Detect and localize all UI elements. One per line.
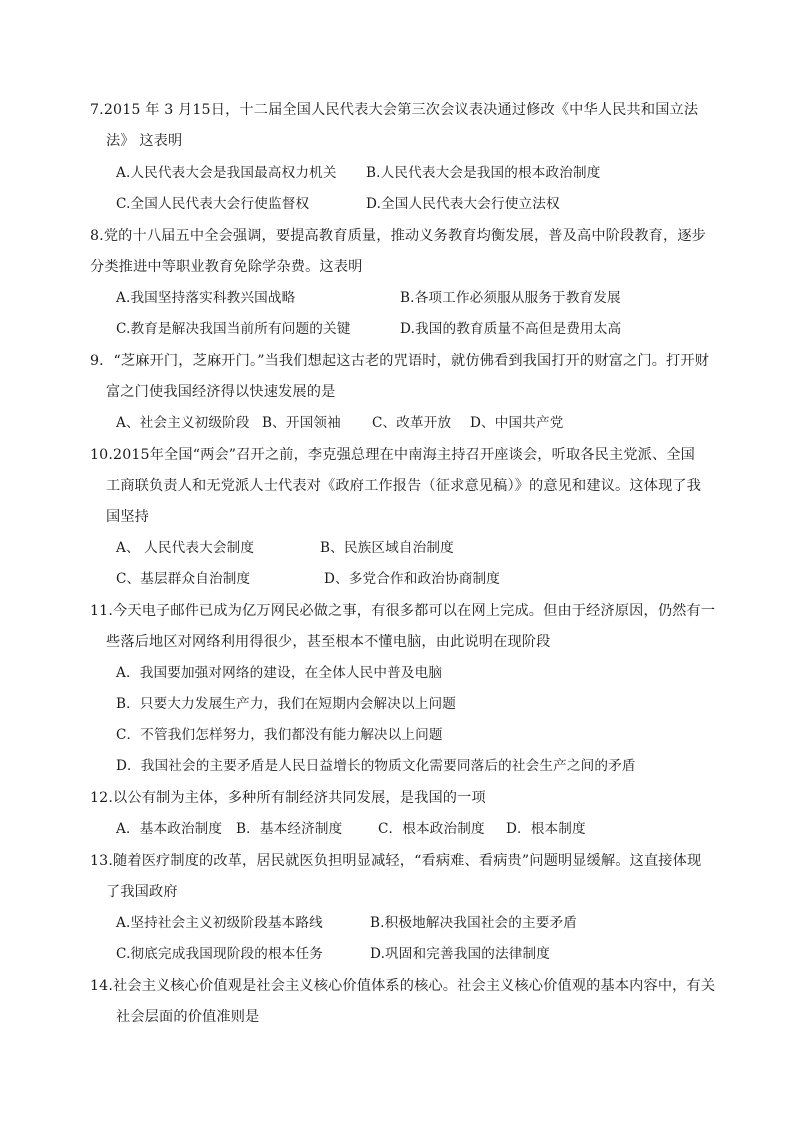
question-10-stem-line-1: 10.2015年全国“两会”召开之前，李克强总理在中南海主持召开座谈会，听取各民主党派、全国 — [90, 447, 696, 463]
question-12-option-a: A．基本政治制度 — [116, 821, 223, 837]
question-9-option-b: B、开国领袖 — [262, 415, 341, 431]
question-8-option-c: C.教育是解决我国当前所有问题的关键 — [116, 321, 351, 337]
question-8-option-b: B.各项工作必须服从服务于教育发展 — [400, 290, 621, 306]
question-11-stem-line-2: 些落后地区对网络利用得很少，甚至根本不懂电脑，由此说明在现阶段 — [106, 634, 551, 650]
question-10-option-a: A、 人民代表大会制度 — [116, 540, 255, 556]
question-13-option-a: A.坚持社会主义初级阶段基本路线 — [116, 915, 323, 931]
question-12-stem-line-1: 12.以公有制为主体，多种所有制经济共同发展，是我国的一项 — [90, 790, 486, 806]
question-10-stem-line-2: 工商联负责人和无党派人士代表对《政府工作报告（征求意见稿）》的意见和建议。这体现了我 — [106, 478, 702, 494]
question-11-option-b: B．只要大力发展生产力，我们在短期内会解决以上问题 — [116, 696, 456, 712]
question-8-stem-line-1: 8.党的十八届五中全会强调，要提高教育质量，推动义务教育均衡发展，普及高中阶段教育，逐步 — [90, 228, 707, 244]
question-11-option-c: C．不管我们怎样努力，我们都没有能力解决以上问题 — [116, 727, 443, 743]
question-10-option-c: C、基层群众自治制度 — [116, 571, 251, 587]
question-12-option-c: C．根本政治制度 — [378, 821, 485, 837]
question-13-option-c: C.彻底完成我国现阶段的根本任务 — [116, 946, 323, 962]
question-8-option-d: D.我国的教育质量不高但是费用太高 — [400, 321, 622, 337]
question-13-option-d: D.巩固和完善我国的法律制度 — [370, 946, 550, 962]
question-12-option-d: D．根本制度 — [506, 821, 586, 837]
question-13-stem-line-1: 13.随着医疗制度的改革，居民就医负担明显减轻，“看病难、看病贵”问题明显缓解。这直接体现 — [90, 853, 702, 869]
question-9-option-d: D、中国共产党 — [470, 415, 564, 431]
question-7-stem-line-1: 7.2015 年 3 月15日，十二届全国人民代表大会第三次会议表决通过修改《中华人民共和国立法 — [90, 102, 699, 118]
question-10-option-b: B、民族区域自治制度 — [320, 540, 454, 556]
question-13-stem-line-2: 了我国政府 — [106, 884, 178, 900]
question-14-stem-line-1: 14.社会主义核心价值观是社会主义核心价值体系的核心。社会主义核心价值观的基本内容中，有关 — [90, 978, 716, 994]
question-13-option-b: B.积极地解决我国社会的主要矛盾 — [370, 915, 578, 931]
question-12-option-b: B．基本经济制度 — [236, 821, 343, 837]
question-8-option-a: A.我国坚持落实科教兴国战略 — [116, 290, 296, 306]
question-11-option-a: A．我国要加强对网络的建设，在全体人民中普及电脑 — [116, 665, 443, 681]
question-9-option-c: C、改革开放 — [372, 415, 452, 431]
question-7-option-c: C.全国人民代表大会行使监督权 — [116, 196, 310, 212]
question-9-stem-line-1: 9．“芝麻开门，芝麻开门。”当我们想起这古老的咒语时，就仿佛看到我国打开的财富之门。打开财 — [90, 353, 710, 369]
question-14-stem-line-2: 社会层面的价值准则是 — [116, 1009, 260, 1025]
question-7-option-a: A.人民代表大会是我国最高权力机关 — [116, 165, 337, 181]
question-8-stem-line-2: 分类推进中等职业教育免除学杂费。这表明 — [90, 259, 363, 275]
question-7-stem-line-2: 法》 这表明 — [106, 133, 183, 149]
question-9-stem-line-2: 富之门使我国经济得以快速发展的是 — [106, 384, 336, 400]
question-7-option-b: B.人民代表大会是我国的根本政治制度 — [366, 165, 601, 181]
question-9-option-a: A、社会主义初级阶段 — [116, 415, 250, 431]
question-11-option-d: D．我国社会的主要矛盾是人民日益增长的物质文化需要同落后的社会生产之间的矛盾 — [116, 758, 636, 774]
question-11-stem-line-1: 11.今天电子邮件已成为亿万网民必做之事，有很多都可以在网上完成。但由于经济原因，仍然有一 — [90, 603, 716, 619]
question-7-option-d: D.全国人民代表大会行使立法权 — [366, 196, 560, 212]
question-10-option-d: D、多党合作和政治协商制度 — [324, 571, 500, 587]
question-10-stem-line-3: 国坚持 — [106, 509, 150, 525]
